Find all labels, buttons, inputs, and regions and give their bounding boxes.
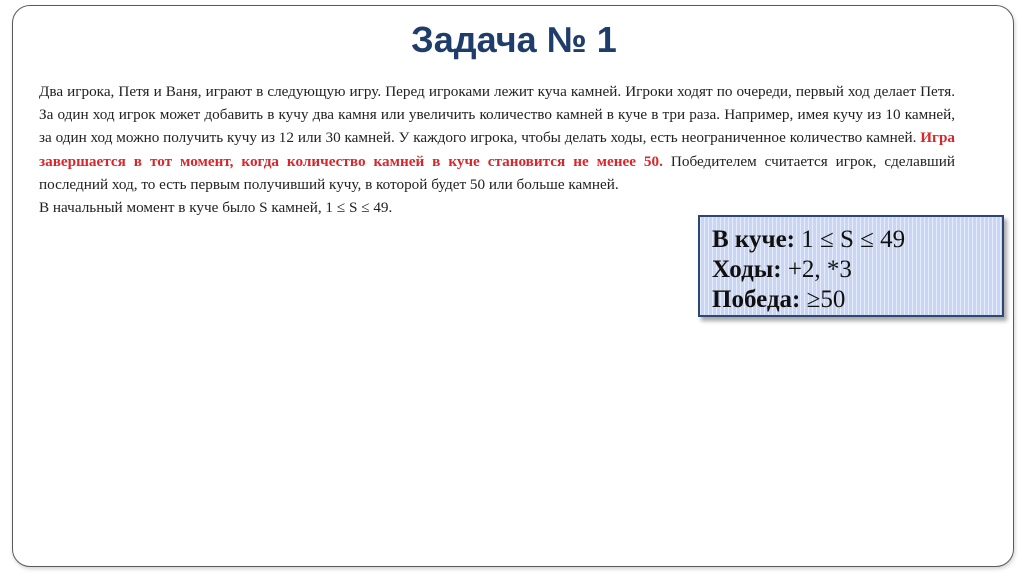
summary-pile	[712, 225, 992, 255]
summary-moves	[712, 255, 992, 285]
summary-win-label: Победа:	[712, 286, 801, 313]
problem-text-part2: Победителем считается игрок, сделавший последний ход, то есть первым получивший кучу, в которой будет 50 или больше камней.	[39, 152, 955, 193]
summary-moves-label: Ходы:	[712, 256, 782, 283]
problem-text-part1: Два игрока, Петя и Ваня, играют в следующую игру. Перед игроками лежит куча камней. Игроки ходят по очереди, первый ход делает Петя. За один ход игрок может добавить в кучу два камня или увеличить количество камней в куче в три раза. Например, имея кучу из 10 камней, за один ход можно получить кучу из 12 или 30 камней. У каждого игрока, чтобы делать ходы, есть неограниченное количество камней.	[39, 83, 955, 147]
highlighted-condition: Игра завершается в тот момент, когда количество камней в куче становится не менее 50.	[39, 129, 955, 170]
summary-pile-value: 1 ≤ S ≤ 49	[801, 226, 906, 253]
summary-pile-label: В куче:	[712, 226, 795, 253]
slide-title: Задача № 1	[411, 19, 617, 60]
summary-box	[698, 215, 1004, 317]
problem-text	[39, 80, 955, 219]
summary-moves-value: +2, *3	[787, 256, 852, 283]
initial-condition: В начальный момент в куче было S камней, 1 ≤ S ≤ 49.	[39, 199, 393, 217]
summary-win-value: ≥50	[806, 286, 846, 313]
problem-paragraph	[39, 80, 955, 196]
slide	[12, 5, 1014, 567]
summary-win	[712, 285, 992, 315]
